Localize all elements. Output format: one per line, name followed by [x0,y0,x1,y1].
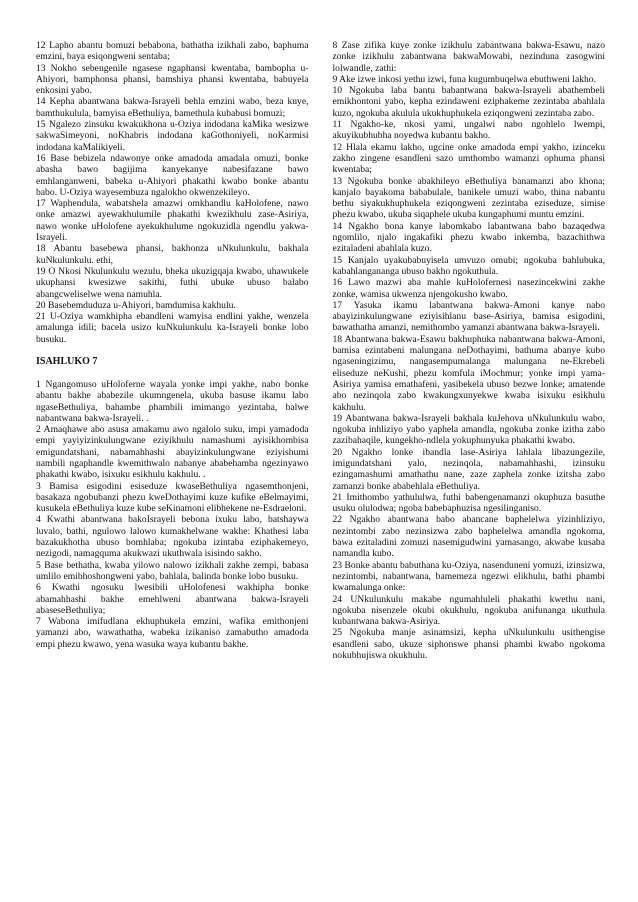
verse: 10 Ngokuba laba bantu babantwana bakwa-Israyeli abathembeli emikhontoni yabo, kepha ezindaweni eziphakeme zezintaba abahlala kuzo, ngokuba akulula ukukhuphukela eziqongweni zezintaba zabo. [332,85,605,119]
verse: 12 Hlala ekamu lakho, ugcine onke amadoda empi yakho, izinceku zakho zingene esandleni sazo umthombo wamanzi ophuma phansi kwentaba; [332,141,605,176]
verse: 6 Kwathi ngosuku lwesibili uHolofenesi wakhipha bonke abamahhashi bakhe emehlweni abantwana bakwa-Israyeli abaseseBethuliya; [36,582,309,616]
verse: 15 Ngalezo zinsuku kwakukhona u-Oziya indodana kaMika wesizwe sakwaSimeyoni, noKhabris indodana kaGothoniyeli, noKarmisi indodana kaMalikiyeli. [36,119,309,153]
verse: 22 Ngakho abantwana babo abancane baphelelwa yizinhliziyo, nezintombi zabo nezinsizwa zabo baphelelwa amandla ngokoma, bawa ezitaladini zomuzi nasemigudwini yamasango, akwabe kusaba namandla kubo. [332,514,605,560]
verse: 21 U-Oziya wamkhipha ebandleni wamyisa endlini yakhe, wenzela amalunga idili; bacela usizo kuNkulunkulu ka-Israyeli bonke lobo busuku. [36,311,309,345]
verse: 23 Bonke abantu babuthana ku-Oziya, nasenduneni yomuzi, izinsizwa, nezintombi, nabantwana, bamemeza ngezwi elikhulu, bathi phambi kwamalunga onke: [332,559,605,594]
verse: 8 Zase zifika kuye zonke izikhulu zabantwana bakwa-Esawu, nazo zonke izikhulu zabantwana bakwaMowabi, nezinduna zasogwini lolwandle, zathi: [332,40,605,74]
verse: 11 Ngakho-ke, nkosi yami, ungalwi nabo ngohlelo lwempi, akuyikubhubha noyedwa kubantu bakho. [332,119,605,142]
verse: 19 Abantwana bakwa-Israyeli bakhala kuJehova uNkulunkulu wabo, ngokuba inhliziyo yabo yaphela amandla, ngokuba zonke izitha zabo zazibahaqile, kungekho-ndlela yokuphunyuka phakathi kwabo. [332,412,605,447]
verse: 24 UNkulunkulu makabe ngumahluleli phakathi kwethu nani, ngokuba nisenzele okubi okukhulu, ngokuba anifunanga ukuthula kubantwana bakwa-Asiriya. [332,593,605,628]
verse: 2 Amaqhawe abo asusa amakamu awo ngalolo suku, impi yamadoda empi yayiyizinkulungwane eziyikhulu namashumi ayisikhombisa emigundatshani, nabamahhashi abayizinkulungwane eziyishumi nambili ngaphandle kwemithwalo nabanye ababehamba ngezinyawo phakathi kwabo, isixuku esikhulu kakhulu. . [36,424,309,481]
verse: 14 Ngakho bona kanye labomkabo labantwana babo bazaqedwa ngomlilo, njalo ingakafiki phezu kwabo inkemba, bazachithwa ezitaladeni abahlala kuzo. [332,220,605,255]
verse: 12 Lapho abantu bomuzi bebabona, bathatha izikhali zabo, baphuma emzini, baya esiqongweni sentaba; [36,40,309,63]
verse: 16 Base bebizela ndawonye onke amadoda amadala omuzi, bonke abasha bawo bagijima kanyekanye nabesifazane bawo emhlanganweni, babeka u-Ahiyori phakathi kwabo bonke abantu babo. U-Oziya wayesembuza ngalokho okwenzekileyo. [36,152,309,198]
verse: 13 Nokho sebengenile ngasese ngaphansi kwentaba, bambopha u-Ahiyori, bamphonsa phansi, bamshiya phansi kwentaba, babuyela enkosini yabo. [36,62,309,97]
verse: 7 Wabona imifudlana ekhuphukela emzini, wafika emithonjeni yamanzi abo, wawathatha, wabeka izikaniso zamabutho amadoda empi phezu kwawo, yena wasuka waya kubantu bakhe. [36,616,309,650]
right-column [333,40,606,902]
verse: 18 Abantu basebewa phansi, bakhonza uNkulunkulu, bakhala kuNkulunkulu. ethi, [36,243,309,266]
chapter-heading: ISAHLUKO 7 [36,356,98,368]
verse: 4 Kwathi abantwana bakoIsrayeli bebona ixuku labo, batshaywa luvalo, bathi, ngulowo lalowo kumakhelwane wakhe: Khathesi laba bazakukhotha ubuso bomhlaba; ngokuba izintaba eziphakemeyo, nezigodi, namagquma akukwazi ukuthwala isisindo sakho. [36,514,309,560]
verse: 16 Lawo mazwi aba mahle kuHolofernesi nasezincekwini zakhe zonke, wamisa ukwenza njengokusho kwabo. [332,277,605,300]
verse: 19 O Nkosi Nkulunkulu wezulu, bheka ukuzigqaja kwabo, uhawukele ukuphansi kwesizwe sakithi, futhi ubuke ubuso balabo abangcweliselwe wena namuhla. [36,265,309,300]
verse: 13 Ngokuba bonke abakhileyo eBethuliya banamanzi abo khona; kanjalo bayakoma bababulale, banikele umuzi wabo, thina nabantu bethu siyakukhuphukela eziqongweni zezintaba eziseduze, simise phezu kwabo, ukuba siqaphele ukuba kungaphumi muntu emzini. [332,175,605,221]
verse: 17 Waphendula, wabatshela amazwi omkhandlu kaHolofene, nawo onke amazwi ayewakhulumile phakathi kwezikhulu zase-Asiriya, nawo wonke uHolofene ayekukhulume ngokuzidla ngendlu yakwa-Israyeli. [36,198,309,244]
left-column [36,40,309,902]
verse: 17 Yasuka ikamu labantwana bakwa-Amoni kanye nabo abayizinkulungwane eziyisihlanu base-Asiriya, bamisa esigodini, bawathatha amanzi, nemithombo yamanzi abantwana bakwa-Israyeli. [332,299,605,334]
verse: 20 Ngakho lonke ibandla lase-Asiriya lahlala libazungezile, imigundatshani yalo, nezinqola, nabamahhashi, izinsuku ezingamashumi amathathu nane, zaze zaphela zonke izitsha zabo zamanzi bonke ababehlala eBethuliya. [332,446,605,492]
verse: 18 Abantwana bakwa-Esawu bakhuphuka nabantwana bakwa-Amoni, bamisa ezintabeni malungana neDothayimi, bathuma abanye kubo ngaseningizimu, nangasempumalanga malungana ne-Ekrebeli eliseduze neKushi, phezu komfula iMochmur; yonke impi yama-Asiriya yamisa emathafeni, yasibekela ubuso bezwe lonke; amatende abo nezinqola zabo kwakungxunyekwe kwaba isixuku esikhulu kakhulu. [332,333,605,413]
verse: 15 Kanjalo uyakubabuyisela umvuzo omubi; ngokuba bahlubuka, kabahlangananga ubuso bakho ngokuthula. [332,254,605,277]
verse: 14 Kepha abantwana bakwa-Israyeli behla emzini wabo, beza kuye, bamthukulula, bamyisa eBethuliya, bamethula kubabusi bomuzi; [36,96,309,119]
verse: 3 Bamisa esigodini esiseduze kwaseBethuliya ngasemthonjeni, basakaza ngobubanzi phezu kweDothayimi kuze kufike eBelmayimi, kusukela eBethuliya kuze kube seKinamoni elibhekene ne-Esdraeloni. [36,480,309,515]
verse: 1 Ngangomuso uHoloferne wayala yonke impi yakhe, nabo bonke abantu bakhe ababezile ukumngenela, ukuba basuse ikamu labo ngaseBethuliya, bahambe phambili imimango yezintaba, balwe nabantwana bakwa-Israyeli. . [36,378,309,424]
verse: 25 Ngokuba manje asinamsizi, kepha uNkulunkulu usithengise esandleni sabo, ukuze siphonswe phansi phambi kwabo ngokoma nokubhujiswa okukhulu. [332,627,605,662]
verse: 20 Basebemduduza u-Ahiyori, bamdumisa kakhulu. [36,299,236,311]
verse: 9 Ake izwe inkosi yethu izwi, funa kugumbuqelwa ebuthweni lakho. [332,73,597,85]
verse: 5 Base bethatha, kwaba yilowo nalowo izikhali zakhe zempi, babasa umlilo emibhoshongweni yabo, bahlala, balinda bonke lobo busuku. [36,559,309,582]
verse: 21 Imithombo yathululwa, futhi babengenamanzi okuphuza basuthe usuku olulodwa; ngoba babebaphuzisa ngesilinganiso. [332,491,605,515]
